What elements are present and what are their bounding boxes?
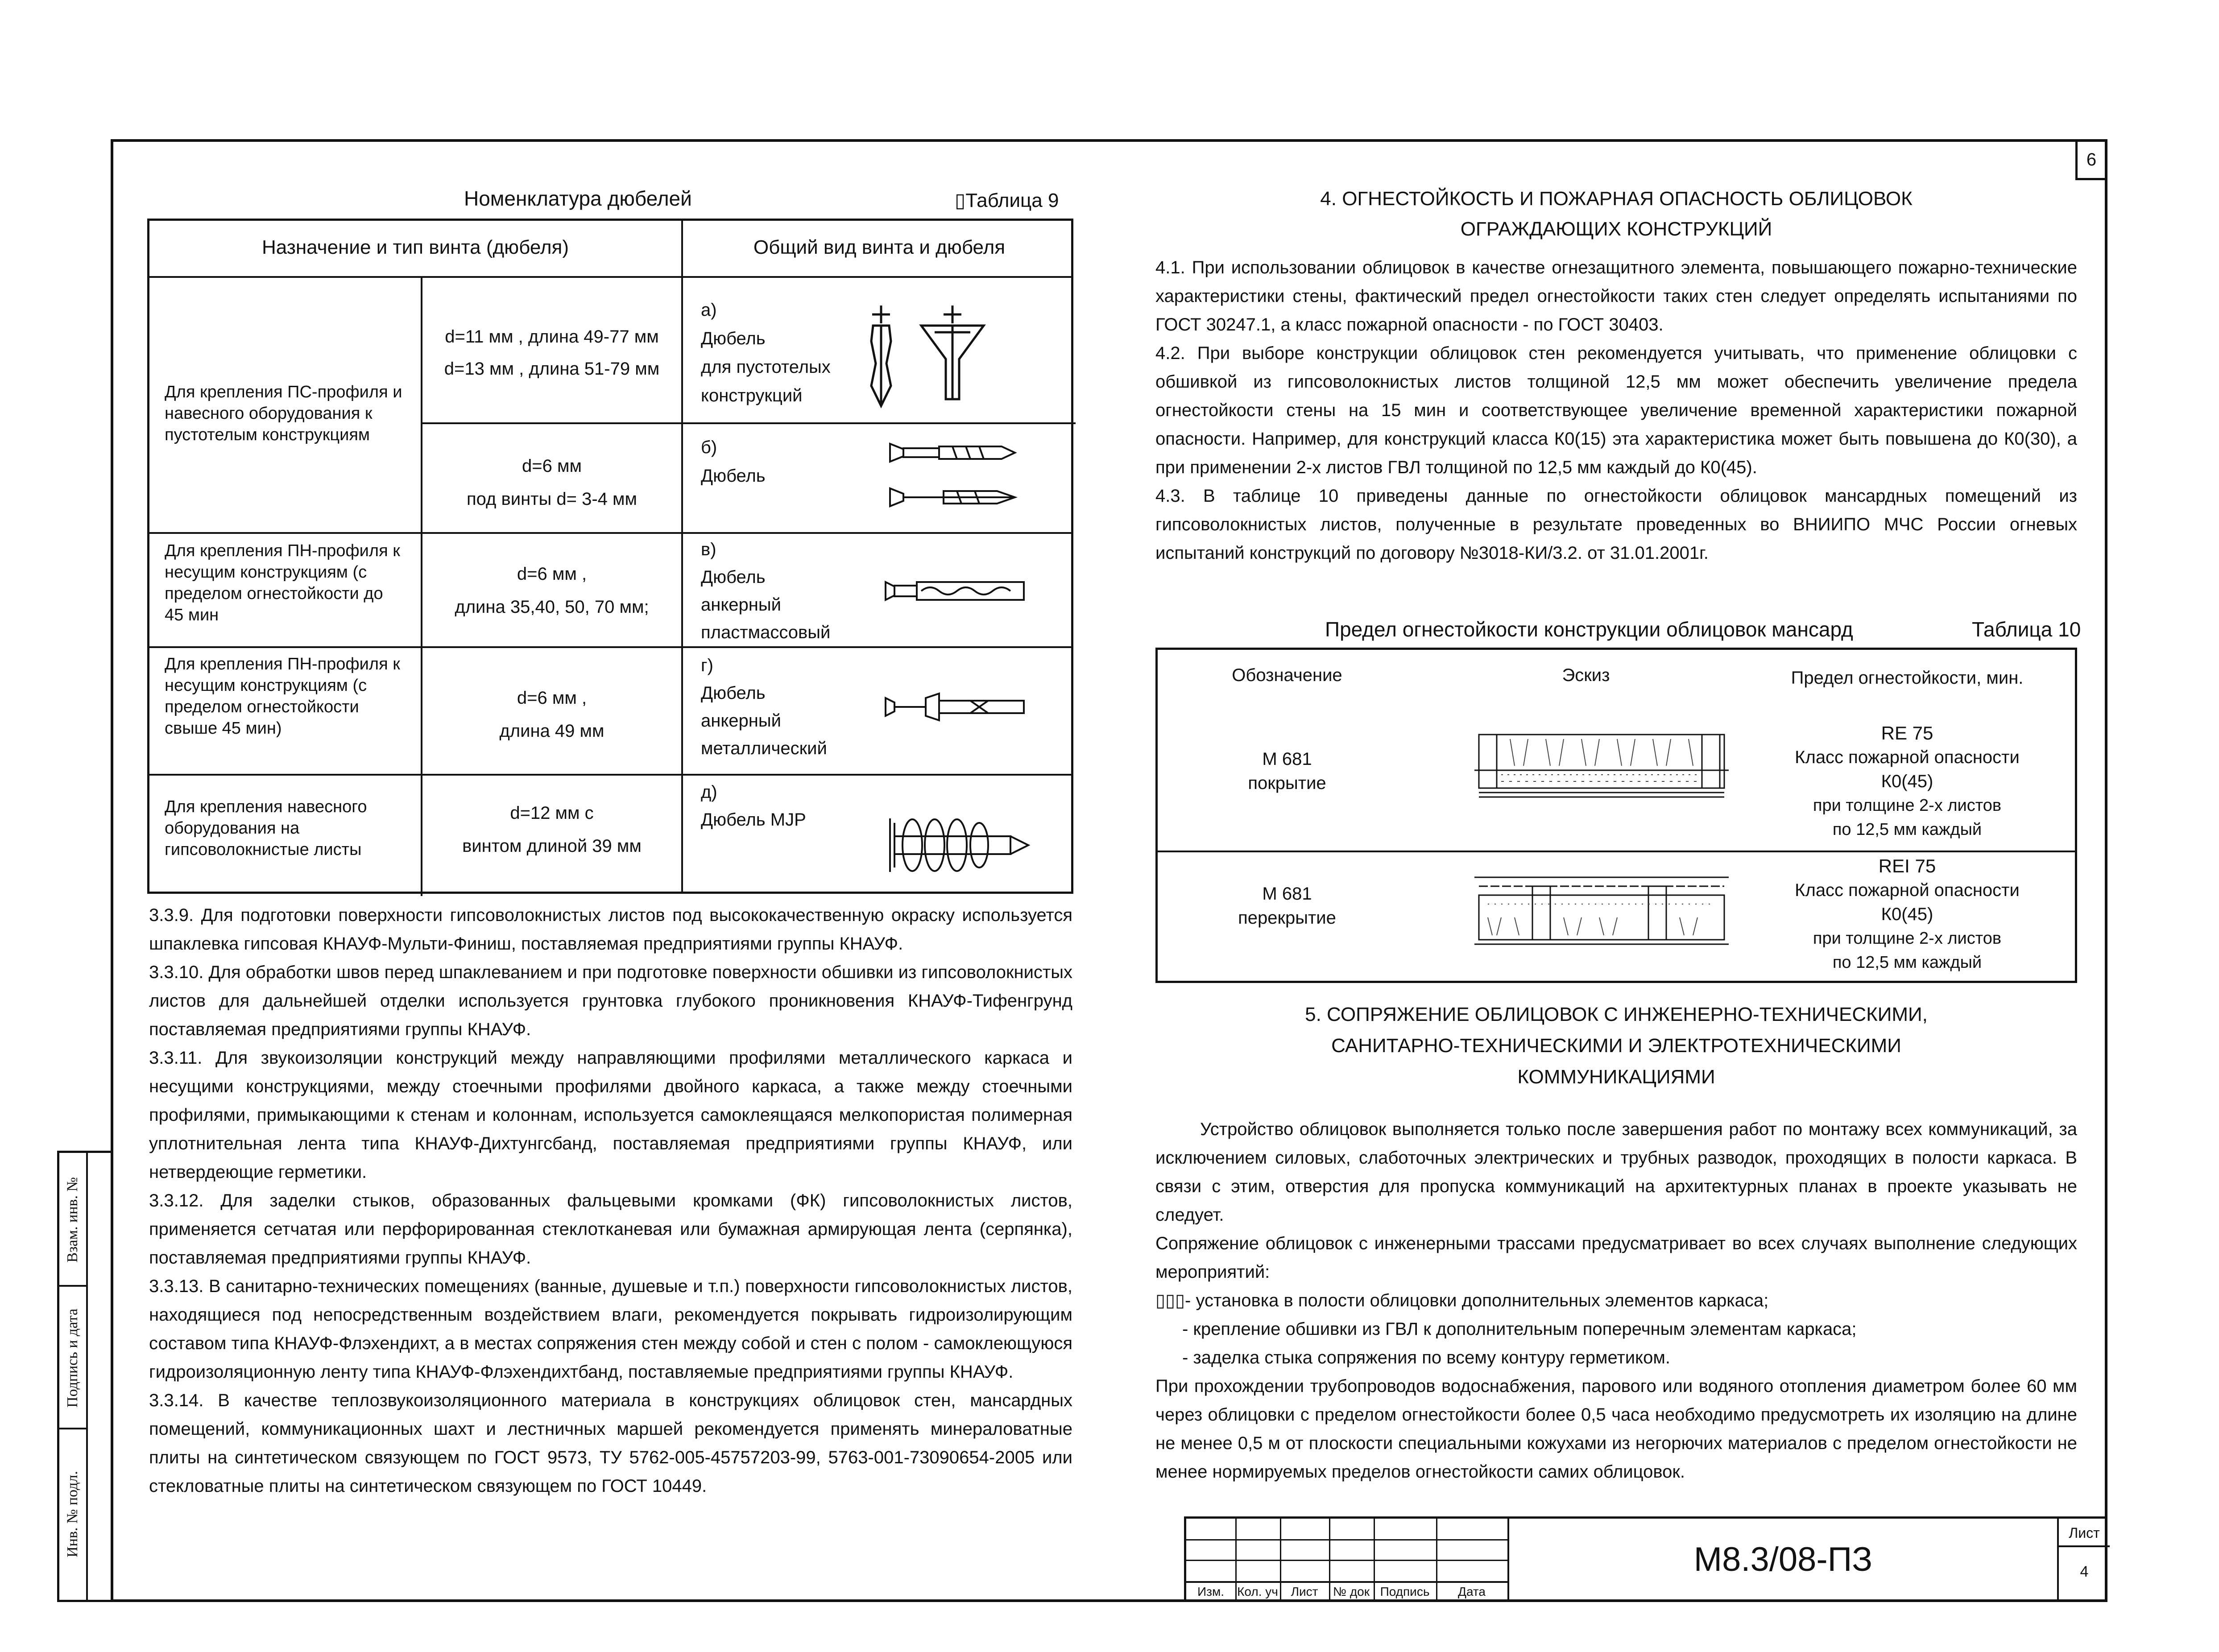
section5-heading	[1155, 999, 2077, 1093]
paragraph-3-3-10: 3.3.10. Для обработки швов перед шпаклеванием и при подготовке поверхности обшивки из гипсоволокнистых листов для дальнейшей отделки используется грунтовка глубокого проникновения КНАУФ-Тифенгрунд поставляемая предприятиями группы КНАУФ.	[149, 962, 1072, 1039]
table9-row4-param-1: d=6 мм ,	[517, 688, 587, 708]
section5-para2: Сопряжение облицовок с инженерными трассами предусматривает во всех случаях выполнение следующих мероприятий:	[1155, 1234, 2077, 1282]
table10-header-designation: Обозначение	[1232, 665, 1342, 685]
table9	[147, 219, 1073, 894]
stamp-col-date: Дата	[1457, 1585, 1486, 1598]
table9-row3-purpose: Для крепления ПН-профиля к несущим конструкциям (с пределом огнестойкости до 45 мин	[165, 541, 400, 624]
paragraph-3-3-11: 3.3.11. Для звукоизоляции конструкций между направляющими профилями металлического каркаса и несущими конструкциями, между стоечными профилями двойного каркаса, а также между стоечными профилями, примыкающими к стенам и колоннам, используется самоклеящаяся мелкопористая полимерная уплотнительная лента типа КНАУФ-Дихтунгсбанд, поставляемая предприятиями группы КНАУФ, или нетвердеющие герметики.	[149, 1048, 1072, 1182]
side-label-replace: Взам. инв. №	[64, 1177, 81, 1263]
table9-row4-type-line4: металлический	[701, 739, 827, 758]
table10	[1155, 648, 2077, 983]
section4-heading-line2: ОГРАЖДАЮЩИХ КОНСТРУКЦИЙ	[1460, 218, 1772, 240]
table10-row1-class-label: Класс пожарной опасности	[1795, 748, 2020, 767]
table9-row2-param-2: под винты d= 3-4 мм	[467, 489, 637, 509]
stamp-col-doc: № док	[1333, 1585, 1370, 1598]
table10-row1-limit-value: RE 75	[1881, 723, 1933, 743]
table9-row1-type-line3: для пустотелых	[701, 357, 831, 377]
paragraph-4-3: 4.3. В таблице 10 приведены данные по огнестойкости облицовок мансардных помещений из гипсоволокнистых листов, полученные в результате проведенных во ВНИИПО МЧС России огневых испытаний конструкций по договору №3018-КИ/3.2. от 31.01.2001г.	[1155, 486, 2077, 563]
table9-row1-type	[701, 296, 888, 410]
table10-row1-designation	[1184, 747, 1390, 795]
table10-row1-code: М 681	[1262, 749, 1312, 769]
table9-row3-type	[701, 536, 861, 646]
table9-row1-param-2: d=13 мм , длина 51-79 мм	[444, 359, 660, 379]
table10-row2-class-value: К0(45)	[1881, 904, 1933, 924]
table10-row2-code: М 681	[1262, 884, 1312, 904]
paragraph-3-3-14: 3.3.14. В качестве теплозвукоизоляционного материала в конструкциях облицовок стен, мансардных помещений, коммуникационных шахт и лестничных маршей рекомендуется применять минераловатные плиты на синтетическом связующем по ГОСТ 9573, ТУ 5762-005-45757203-99, 5763-001-73090654-2005 или стекловатные плиты на синтетическом связующем по ГОСТ 10449.	[149, 1391, 1072, 1496]
table10-row2-type: перекрытие	[1238, 908, 1336, 928]
table9-row3-type-letter: в)	[701, 540, 716, 559]
section5-intro: Устройство облицовок выполняется только после завершения работ по монтажу всех коммуникаций, за исключением силовых, слаботочных электрических и трубных разводок, проходящих в полости каркаса. В связи с этим, отверстия для пропуска коммуникаций на архитектурных планах в проекте указывать не следует.	[1155, 1119, 2077, 1225]
table10-row1-limit	[1773, 721, 2041, 842]
nylon-plug-drawing	[886, 435, 1037, 524]
paragraph-3-3-9: 3.3.9. Для подготовки поверхности гипсоволокнистых листов под высококачественную окраску используется шпаклевка гипсовая КНАУФ-Мульти-Финиш, поставляемая предприятиями группы КНАУФ.	[149, 905, 1072, 954]
table9-row4-type-letter: г)	[701, 656, 713, 675]
table9-row4-type-line3: анкерный	[701, 711, 781, 731]
table9-row2-type-letter: б)	[701, 438, 717, 457]
side-stamp-divider	[86, 1153, 88, 1600]
table9-row1-purpose: Для крепления ПС-профиля и навесного оборудования к пустотелым конструкциям	[165, 383, 402, 444]
table10-title: Предел огнестойкости конструкции облицовок мансард	[1325, 618, 1853, 641]
table10-row2-designation	[1184, 882, 1390, 930]
table10-row-line	[1158, 851, 2075, 852]
table9-row1-param-1: d=11 мм , длина 49-77 мм	[445, 327, 659, 347]
stamp-sheet-label: Лист	[2069, 1525, 2100, 1541]
table9-row2-type-line2: Дюбель	[701, 466, 766, 486]
section5-bullet-3: - заделка стыка сопряжения по всему контуру герметиком.	[1182, 1348, 1670, 1367]
table9-row5-purpose: Для крепления навесного оборудования на гипсоволокнистые листы	[165, 797, 367, 859]
table9-row5-type-line2: Дюбель MJP	[701, 810, 806, 830]
title-block	[1184, 1516, 2107, 1602]
stamp-col-count: Кол. уч	[1237, 1585, 1278, 1598]
table9-row3-type-line4: пластмассовый	[701, 623, 831, 642]
table9-row1-type-line2: Дюбель	[701, 329, 766, 348]
table10-row2-limit-value: REI 75	[1878, 855, 1936, 876]
mjp-anchor-drawing	[881, 805, 1033, 885]
table9-row5-param-2: винтом длиной 39 мм	[462, 836, 642, 856]
table9-row-line-3	[149, 774, 1071, 776]
table10-header-sketch: Эскиз	[1562, 665, 1610, 685]
table9-row4-type-line2: Дюбель	[701, 683, 766, 703]
table10-row2-limit	[1773, 854, 2041, 975]
section4-heading	[1155, 184, 2077, 244]
stamp-sheet-value: 4	[2080, 1563, 2089, 1580]
section5-heading-line3: КОММУНИКАЦИЯМИ	[1517, 1066, 1715, 1088]
table10-row1-type: покрытие	[1248, 773, 1326, 793]
stamp-col-sheet: Лист	[1291, 1585, 1318, 1598]
table9-row5-type-letter: д)	[701, 782, 717, 802]
paragraph-4-2: 4.2. При выборе конструкции облицовок стен рекомендуется учитывать, что применение облицовки с обшивкой из гипсоволокнистых листов толщиной 12,5 мм может обеспечить увеличение предела огнестойкости стены на 15 мин и соответствующее увеличение временной характеристики пожарной опасности. Например, для конструкций класса К0(15) эта характеристика может быть повышена до К0(30), а при применении 2-х листов ГВЛ толщиной по 12,5 мм каждый до К0(45).	[1155, 343, 2077, 477]
section4-text	[1155, 253, 2077, 567]
document-code: М8.3/08-ПЗ	[1693, 1540, 1873, 1578]
table10-row2-class-label: Класс пожарной опасности	[1795, 880, 2020, 900]
paragraph-3-3-13: 3.3.13. В санитарно-технических помещениях (ванные, душевые и т.п.) поверхности гипсоволокнистых листов, находящиеся под непосредственным воздействием влаги, рекомендуется покрывать гидроизолирующим составом типа КНАУФ-Флэхендихт, а в местах сопряжения стен между собой и стен с полом - самоклеющуюся гидроизоляционную ленту типа КНАУФ-Флэхендихтбанд, поставляемые предприятиями группы КНАУФ.	[149, 1276, 1072, 1382]
table10-row1-note2: по 12,5 мм каждый	[1832, 820, 1982, 839]
table9-row5-param-1: d=12 мм с	[510, 803, 594, 823]
table9-header-line	[149, 276, 1071, 278]
table9-row-line-1	[149, 532, 1071, 534]
stamp-col-change: Изм.	[1197, 1585, 1224, 1598]
table9-col-line	[681, 221, 683, 892]
section5-para3: При прохождении трубопроводов водоснабжения, парового или водяного отопления диаметром более 60 мм через облицовки с пределом огнестойкости более 0,5 часа необходимо предусмотреть их изоляцию на длине не менее 0,5 м от плоскости специальными кожухами из негорючих материалов с пределом огнестойкости не менее нормируемых пределов огнестойкости самих облицовок.	[1155, 1376, 2077, 1482]
hollow-wall-anchor-drawing	[863, 301, 1015, 413]
table9-row4-type	[701, 652, 861, 762]
floor-sketch	[1474, 868, 1729, 958]
table9-row2-param-1: d=6 мм	[522, 456, 582, 476]
section4-heading-line1: 4. ОГНЕСТОЙКОСТЬ И ПОЖАРНАЯ ОПАСНОСТЬ ОБЛИЦОВОК	[1320, 188, 1913, 210]
plastic-anchor-drawing	[881, 564, 1033, 618]
side-stamp	[57, 1151, 111, 1602]
table9-row3-param-1: d=6 мм ,	[517, 564, 587, 584]
table10-label: Таблица 10	[1972, 618, 2081, 641]
sheet-number: 6	[2086, 149, 2097, 169]
side-label-sign: Подпись и дата	[64, 1309, 81, 1408]
table10-row2-note2: по 12,5 мм каждый	[1832, 953, 1982, 972]
metal-anchor-drawing	[881, 680, 1033, 734]
table9-row4-purpose: Для крепления ПН-профиля к несущим конструкциям (с пределом огнестойкости свыше 45 мин)	[165, 655, 400, 738]
table9-row2-type	[701, 433, 844, 490]
table9-label: ▯Таблица 9	[955, 190, 1059, 211]
section5-heading-line1: 5. СОПРЯЖЕНИЕ ОБЛИЦОВОК С ИНЖЕНЕРНО-ТЕХНИЧЕСКИМИ,	[1305, 1004, 1928, 1025]
section5-bullet-2: - крепление обшивки из ГВЛ к дополнительным поперечным элементам каркаса;	[1182, 1319, 1857, 1339]
table9-row3-param-2: длина 35,40, 50, 70 мм;	[455, 597, 649, 617]
side-label-inventory: Инв. № подл.	[64, 1471, 81, 1557]
table9-row5-type	[701, 778, 888, 834]
sheet-number-box	[2075, 139, 2107, 180]
table9-row3-type-line2: Дюбель	[701, 567, 766, 587]
section5-bullet-1: ▯▯▯- установка в полости облицовки дополнительных элементов каркаса;	[1155, 1291, 1769, 1310]
table9-row1-type-line4: конструкций	[701, 386, 803, 405]
table9-row-line-ab	[421, 422, 1076, 424]
paragraph-3-3-12: 3.3.12. Для заделки стыков, образованных фальцевыми кромками (ФК) гипсоволокнистых листов, применяется сетчатая или перфорированная стеклотканевая или бумажная армирующая лента (серпянка), поставляемая предприятиями группы КНАУФ.	[149, 1191, 1072, 1268]
table9-header-view: Общий вид винта и дюбеля	[753, 236, 1006, 258]
stamp-col-signature: Подпись	[1380, 1585, 1430, 1598]
table10-header-limit: Предел огнестойкости, мин.	[1791, 668, 2024, 688]
roof-sketch	[1474, 726, 1729, 815]
table9-title: Номенклатура дюбелей	[464, 187, 692, 210]
table10-row1-class-value: К0(45)	[1881, 772, 1933, 791]
section5-text	[1155, 1115, 2077, 1486]
paragraph-4-1: 4.1. При использовании облицовок в качестве огнезащитного элемента, повышающего пожарно-технические характеристики стены, фактический предел огнестойкости таких стен следует определять испытаниями по ГОСТ 30247.1, а класс пожарной опасности - по ГОСТ 30403.	[1155, 258, 2077, 335]
table10-row2-note1: при толщине 2-х листов	[1813, 929, 2002, 948]
table9-header-purpose: Назначение и тип винта (дюбеля)	[261, 236, 569, 258]
table10-row1-note1: при толщине 2-х листов	[1813, 796, 2002, 815]
table9-row4-param-2: длина 49 мм	[499, 721, 604, 741]
section5-heading-line2: САНИТАРНО-ТЕХНИЧЕСКИМИ И ЭЛЕКТРОТЕХНИЧЕСКИМИ	[1331, 1035, 1901, 1057]
table9-row3-type-line3: анкерный	[701, 595, 781, 615]
table9-row1-type-letter: а)	[701, 300, 717, 320]
table9-row-line-2	[149, 646, 1071, 648]
left-text-block	[149, 901, 1072, 1500]
